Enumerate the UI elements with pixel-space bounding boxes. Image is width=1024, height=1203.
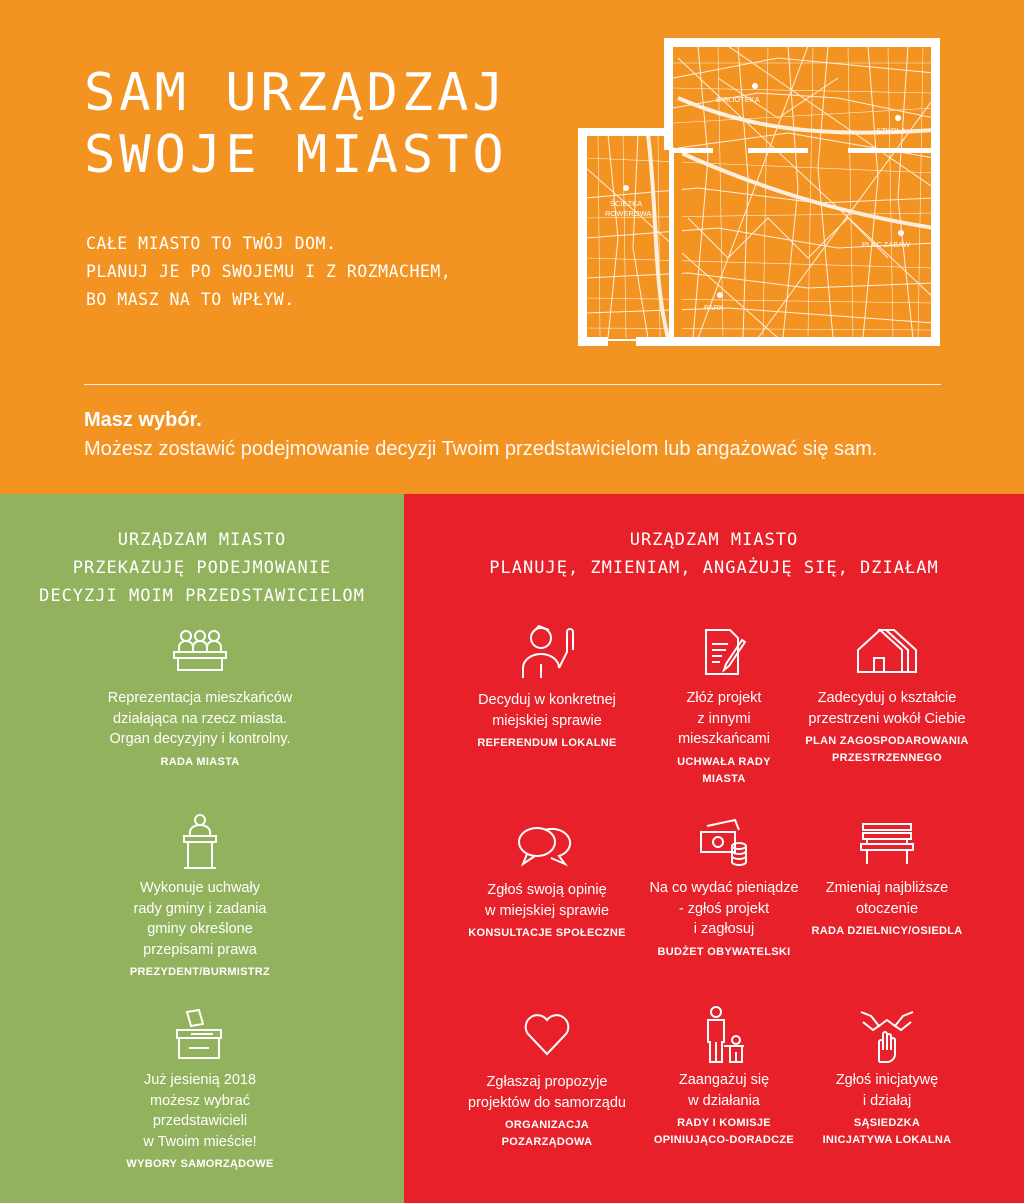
label-line: BUDŻET OBYWATELSKI (657, 945, 791, 958)
document-pen-icon (702, 628, 746, 676)
desc-line: Reprezentacja mieszkańców (107, 690, 293, 706)
item-description (0, 878, 400, 960)
map-pin-icon (895, 115, 901, 121)
list-item-prezydent (0, 812, 400, 981)
label-line: POZARZĄDOWA (501, 1136, 593, 1148)
desc-line: Decyduj w konkretnej (478, 692, 616, 708)
label-line: PREZYDENT/BURMISTRZ (129, 966, 271, 978)
item-label (787, 1115, 987, 1149)
intro-line: BO MASZ NA TO WPŁYW. (86, 290, 295, 309)
choice-heading: Masz wybór. (84, 409, 202, 431)
label-line: KONSULTACJE SPOŁECZNE (468, 927, 626, 939)
desc-line: Zaangażuj się (678, 1072, 770, 1088)
list-item-organizacja (447, 1012, 647, 1151)
desc-line: - zgłoś projekt (678, 900, 770, 917)
label-line: WYBORY SAMORZĄDOWE (126, 1158, 274, 1170)
list-item-inicjatywa (787, 1006, 987, 1149)
label-line: MIASTA (702, 772, 746, 785)
intro-text (86, 230, 451, 314)
item-label (447, 925, 647, 942)
label-line: SĄSIEDZKA (853, 1117, 921, 1129)
list-item-plan (787, 628, 987, 767)
item-label (787, 733, 987, 767)
label-line: REFERENDUM LOKALNE (477, 737, 617, 749)
desc-line: Zmieniaj najbliższe (825, 880, 949, 896)
heading-line: URZĄDZAM MIASTO (117, 530, 287, 550)
label-line: INICJATYWA LOKALNA (822, 1134, 952, 1146)
item-description (447, 1072, 647, 1113)
desc-line: Organ decyzyjny i kontrolny. (109, 731, 291, 747)
desc-line: Już jesienią 2018 (143, 1072, 257, 1088)
item-description (787, 688, 987, 729)
list-item-rada-miasta (0, 628, 400, 771)
list-item-wybory (0, 1008, 400, 1173)
desc-line: przestrzeni wokół Ciebie (808, 710, 966, 727)
heading-line: PLANUJĘ, ZMIENIAM, ANGAŻUJĘ SIĘ, DZIAŁAM (489, 558, 939, 578)
houses-icon (856, 628, 918, 676)
desc-line: w działania (688, 1092, 760, 1109)
label-line: RADA MIASTA (160, 755, 240, 768)
desc-line: projektów do samorządu (468, 1094, 626, 1111)
item-description (0, 1070, 400, 1152)
page-title (84, 62, 508, 186)
item-label (624, 944, 824, 961)
choice-text: Możesz zostawić podejmowanie decyzji Twoim przedstawicielom lub angażować się sam. (84, 438, 878, 460)
right-panel-heading (404, 526, 1024, 582)
item-label (447, 735, 647, 752)
bench-icon (859, 822, 915, 866)
item-label (0, 1156, 400, 1173)
item-label (0, 964, 400, 981)
list-item-konsultacje (447, 820, 647, 942)
desc-line: przepisami prawa (143, 941, 257, 958)
podium-speaker-icon (180, 812, 220, 872)
desc-line: Na co wydać pieniądze (649, 880, 799, 896)
item-description (0, 688, 400, 750)
map-label-park: PARK (704, 303, 724, 312)
speech-bubbles-icon (515, 820, 579, 868)
council-icon (170, 628, 230, 676)
desc-line: Zgłaszaj propozyje (486, 1074, 608, 1090)
intro-line: CAŁE MIASTO TO TWÓJ DOM. (86, 234, 337, 253)
heading-line: PRZEKAZUJĘ PODEJMOWANIE (72, 558, 332, 578)
label-line: OPINIUJĄCO-DORADCZE (653, 1134, 795, 1146)
item-description (447, 880, 647, 921)
city-floorplan-map (578, 38, 942, 348)
desc-line: otoczenie (855, 900, 919, 917)
desc-line: w miejskiej sprawie (484, 902, 610, 919)
desc-line: miejskiej sprawie (492, 712, 602, 729)
desc-line: rady gminy i zadania (133, 900, 267, 917)
map-label-szkola: SZKOŁA (876, 126, 906, 135)
helping-hands-icon (859, 1006, 915, 1064)
desc-line: działająca na rzecz miasta. (112, 710, 288, 727)
ballot-box-icon (173, 1008, 227, 1062)
desc-line: możesz wybrać (150, 1092, 250, 1109)
person-raising-hand-icon (519, 622, 575, 682)
label-line: UCHWAŁA RADY (677, 755, 771, 768)
heart-icon (522, 1012, 572, 1058)
map-label-rowerowa: ROWEROWA (605, 209, 652, 218)
map-label-sciezka: ŚCIEŻKA (610, 199, 643, 208)
divider (84, 384, 941, 385)
item-label (447, 1117, 647, 1151)
map-pin-icon (898, 230, 904, 236)
desc-line: gminy określone (147, 921, 253, 937)
list-item-referendum (447, 622, 647, 752)
item-description (447, 690, 647, 731)
item-label (787, 923, 987, 940)
desc-line: mieszkańcami (678, 731, 770, 747)
label-line: PRZESTRZENNEGO (832, 752, 942, 764)
adult-child-icon (702, 1006, 746, 1064)
desc-line: i zagłosuj (693, 921, 755, 937)
label-line: RADA DZIELNICY/OSIEDLA (811, 925, 963, 937)
desc-line: przedstawicieli (152, 1113, 248, 1129)
desc-line: w Twoim mieście! (143, 1133, 257, 1150)
heading-line: DECYZJI MOIM PRZEDSTAWICIELOM (39, 586, 365, 606)
map-label-plac-zabaw: PLAC ZABAW (862, 240, 911, 249)
desc-line: Wykonuje uchwały (140, 880, 260, 896)
desc-line: Zgłoś inicjatywę (835, 1072, 939, 1088)
desc-line: Zadecyduj o kształcie (817, 690, 957, 706)
left-panel-heading (0, 526, 404, 610)
item-description (787, 878, 987, 919)
item-description (787, 1070, 987, 1111)
desc-line: Zgłoś swoją opinię (487, 882, 607, 898)
desc-line: Złóż projekt (686, 690, 762, 706)
title-line: SWOJE MIASTO (84, 125, 508, 185)
money-coins-icon (699, 818, 749, 868)
intro-line: PLANUJ JE PO SWOJEMU I Z ROZMACHEM, (86, 262, 452, 281)
map-pin-icon (752, 83, 758, 89)
desc-line: i działaj (862, 1092, 912, 1109)
heading-line: URZĄDZAM MIASTO (629, 530, 799, 550)
map-label-biblioteka: BIBLIOTEKA (716, 95, 760, 104)
map-pin-icon (717, 292, 723, 298)
item-label (0, 754, 400, 771)
title-line: SAM URZĄDZAJ (84, 63, 508, 123)
label-line: ORGANIZACJA (505, 1119, 589, 1131)
label-line: RADY I KOMISJE (677, 1117, 771, 1129)
map-pin-icon (623, 185, 629, 191)
desc-line: z innymi (697, 710, 751, 727)
list-item-rada-dzielnicy (787, 822, 987, 940)
label-line: PLAN ZAGOSPODAROWANIA (805, 735, 969, 747)
